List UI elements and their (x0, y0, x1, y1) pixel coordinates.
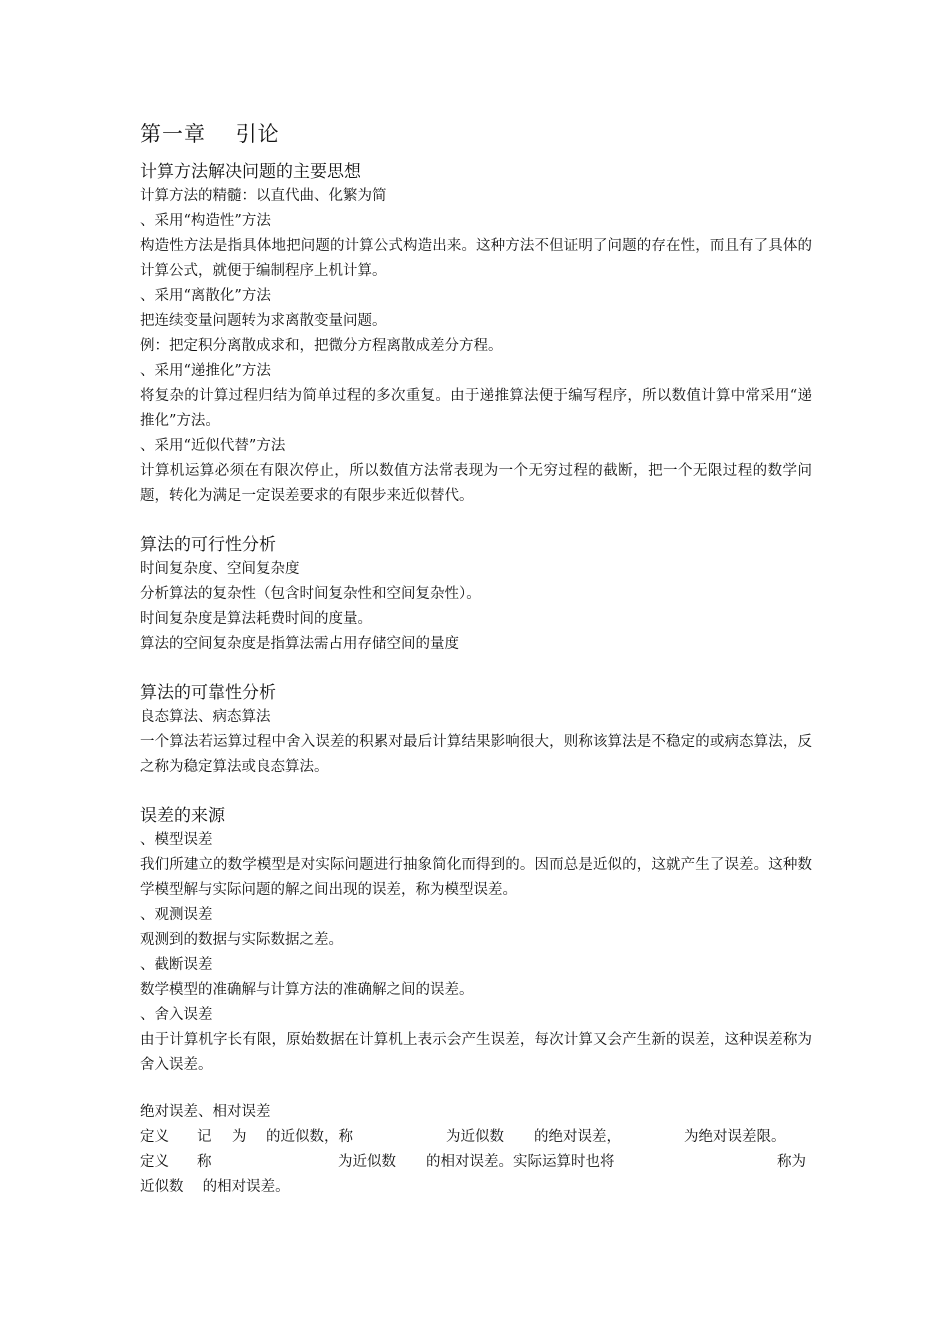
section-title: 计算方法解决问题的主要思想 (140, 162, 361, 182)
paragraph: 将复杂的计算过程归结为简单过程的多次重复。由于递推算法便于编写程序，所以数值计算中常采用“递推化”方法。 (140, 388, 812, 429)
def-word: 为绝对误差限。 (684, 1129, 786, 1145)
section-spacer (140, 509, 812, 533)
section-spacer (140, 657, 812, 681)
section-feasibility (140, 533, 812, 657)
text-line: 近似数 的相对误差。 (140, 1179, 290, 1195)
text-line: 例：把定积分离散成求和，把微分方程离散成差分方程。 (140, 338, 503, 354)
document-page (140, 116, 812, 1200)
section-spacer (140, 780, 812, 804)
section-error-definitions (140, 1100, 812, 1200)
text-line: 观测到的数据与实际数据之差。 (140, 932, 343, 948)
chapter-title: 第一章 引论 (140, 122, 280, 146)
def-word: 的近似数，称 (266, 1129, 353, 1145)
text-line: 算法的空间复杂度是指算法需占用存储空间的量度 (140, 636, 459, 652)
paragraph: 计算机运算必须在有限次停止，所以数值方法常表现为一个无穷过程的截断，把一个无限过程的数学问题，转化为满足一定误差要求的有限步来近似替代。 (140, 463, 812, 504)
errors-heading: 绝对误差、相对误差 (140, 1104, 271, 1120)
text-line: 分析算法的复杂性（包含时间复杂性和空间复杂性）。 (140, 586, 481, 602)
def-word: 称 (197, 1154, 212, 1170)
section-title: 算法的可靠性分析 (140, 683, 276, 703)
def-word: 为近似数 (338, 1154, 396, 1170)
section-error-sources (140, 804, 812, 1078)
section-title: 算法的可行性分析 (140, 535, 276, 555)
text-line: 时间复杂度、空间复杂度 (140, 561, 300, 577)
list-item: 、截断误差 (140, 957, 213, 973)
list-item: 、采用“递推化”方法 (140, 363, 271, 379)
text-line: 良态算法、病态算法 (140, 709, 271, 725)
text-line: 计算方法的精髓：以直代曲、化繁为简 (140, 188, 387, 204)
def-label: 定义 (140, 1129, 169, 1145)
def-word: 为 (232, 1129, 247, 1145)
definition-absolute-error (140, 1125, 812, 1150)
text-line: 时间复杂度是算法耗费时间的度量。 (140, 611, 372, 627)
def-word: 称为 (777, 1154, 806, 1170)
section-reliability (140, 681, 812, 780)
paragraph: 构造性方法是指具体地把问题的计算公式构造出来。这种方法不但证明了问题的存在性，而且有了具体的计算公式，就便于编制程序上机计算。 (140, 238, 812, 279)
list-item: 、采用“离散化”方法 (140, 288, 271, 304)
def-word: 的相对误差。实际运算时也将 (426, 1154, 615, 1170)
list-item: 、舍入误差 (140, 1007, 213, 1023)
text-line: 数学模型的准确解与计算方法的准确解之间的误差。 (140, 982, 474, 998)
def-word: 为近似数 (446, 1129, 504, 1145)
section-spacer (140, 1078, 812, 1100)
section-title: 误差的来源 (140, 806, 225, 826)
text-line: 把连续变量问题转为求离散变量问题。 (140, 313, 387, 329)
definition-relative-error (140, 1150, 812, 1175)
paragraph: 由于计算机字长有限，原始数据在计算机上表示会产生误差，每次计算又会产生新的误差，这种误差称为舍入误差。 (140, 1032, 812, 1073)
list-item: 、采用“构造性”方法 (140, 213, 271, 229)
list-item: 、采用“近似代替”方法 (140, 438, 286, 454)
def-word: 记 (197, 1129, 212, 1145)
def-word: 的绝对误差， (534, 1129, 621, 1145)
paragraph: 我们所建立的数学模型是对实际问题进行抽象简化而得到的。因而总是近似的，这就产生了误差。这种数学模型解与实际问题的解之间出现的误差，称为模型误差。 (140, 857, 812, 898)
list-item: 、观测误差 (140, 907, 213, 923)
list-item: 、模型误差 (140, 832, 213, 848)
paragraph: 一个算法若运算过程中舍入误差的积累对最后计算结果影响很大，则称该算法是不稳定的或病态算法，反之称为稳定算法或良态算法。 (140, 734, 812, 775)
section-main-ideas (140, 160, 812, 509)
def-label: 定义 (140, 1154, 169, 1170)
